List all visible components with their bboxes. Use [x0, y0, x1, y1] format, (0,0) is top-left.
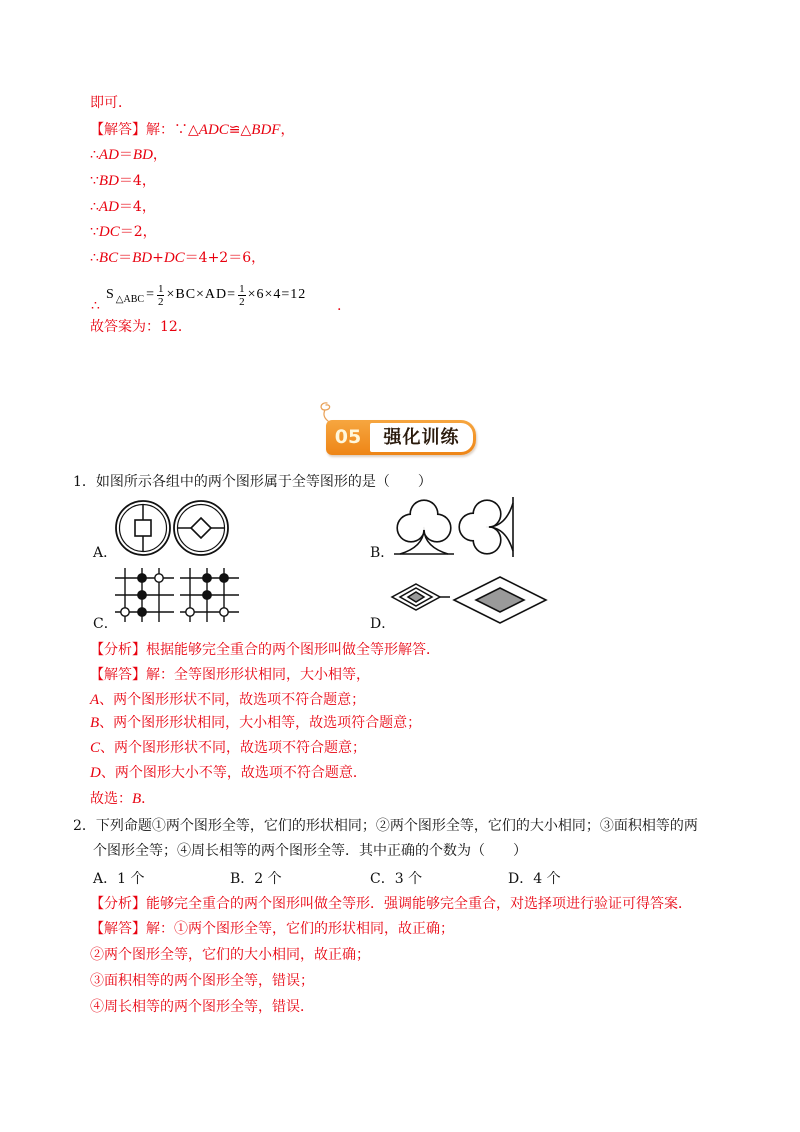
text-segment: ∴	[90, 199, 99, 215]
formula-area-subscript: △ABC	[115, 293, 145, 305]
formula-fraction-1	[157, 283, 165, 308]
option-letter: B	[90, 715, 100, 731]
italic-variable: BD	[132, 147, 153, 163]
option-text: B．2 个	[230, 871, 282, 887]
section-number: 05	[334, 426, 362, 448]
prev-solution-answer	[90, 318, 192, 336]
q2-solution-line-1	[90, 920, 454, 938]
text-segment: 【分析】能够完全重合的两个图形叫做全等形．强调能够完全重合，对选择项进行验证可得答案．	[90, 896, 692, 912]
prev-solution-line-5	[90, 223, 157, 241]
text-segment: 1．如图所示各组中的两个图形属于全等图形的是（ ）	[73, 474, 432, 490]
q1-analysis	[90, 641, 440, 659]
small-diamond	[392, 584, 450, 610]
text-segment: 故答案为：12．	[90, 319, 192, 335]
formula-equals: =	[146, 287, 155, 302]
fraction-denominator: 2	[157, 295, 164, 308]
text-segment: 、两个图形形状不同，故选项不符合题意；	[99, 692, 366, 708]
figure-c-grid-right	[177, 566, 243, 626]
q1-option-b-label: B．	[370, 545, 395, 561]
q2-option-a	[93, 870, 144, 888]
italic-variable: BC	[98, 250, 119, 266]
q2-option-c	[370, 870, 422, 888]
italic-variable: BD	[98, 173, 119, 189]
q1-option-d-label: D．	[370, 616, 396, 632]
italic-variable: BDF	[251, 122, 281, 138]
prev-solution-line-4	[90, 198, 156, 216]
formula-tail: ×6×4=12	[247, 287, 307, 302]
text-segment: 2．下列命题①两个图形全等，它们的形状相同；②两个图形全等，它们的大小相同；③面积相等的两	[73, 818, 698, 834]
section-title: 强化训练	[370, 423, 473, 452]
formula-period: .	[337, 298, 342, 314]
text-segment: 即可．	[90, 95, 132, 111]
large-diamond	[454, 577, 546, 623]
text-segment: 、两个图形形状不同，故选项不符合题意；	[100, 740, 367, 756]
text-segment: ＝4，	[118, 173, 156, 189]
figure-b-clover-rotated	[456, 493, 518, 561]
text-segment: 、两个图形形状相同，大小相等，故选项符合题意；	[99, 715, 422, 731]
figure-b-clover-upright	[388, 497, 460, 559]
text-segment: ＝4+2＝6，	[184, 250, 266, 266]
q1-solution-item-d	[90, 764, 367, 782]
text-segment: 【解答】解：①两个图形全等，它们的形状相同，故正确；	[90, 921, 454, 937]
prev-solution-line-0	[90, 94, 132, 112]
fraction-numerator: 1	[157, 282, 164, 295]
formula-fraction-2	[238, 283, 246, 308]
option-letter: B	[132, 791, 142, 807]
option-text: D．4 个	[508, 871, 561, 887]
fraction-numerator: 1	[239, 282, 245, 295]
q2-solution-line-3	[90, 972, 314, 990]
area-formula	[106, 280, 306, 310]
figure-d-diamonds	[390, 576, 550, 626]
q1-solution-intro	[90, 666, 370, 684]
text-segment: ＝2，	[119, 224, 157, 240]
prev-solution-line-1	[90, 121, 294, 139]
question-2-stem-line-1	[73, 817, 698, 835]
italic-variable: BD	[132, 250, 153, 266]
figure-a-coin-with-square	[114, 499, 172, 557]
section-badge	[326, 420, 476, 455]
text-segment: +	[152, 250, 164, 266]
q2-analysis	[90, 895, 692, 913]
text-segment: 故选：	[90, 791, 132, 807]
prev-solution-line-2	[90, 146, 167, 164]
option-letter: A	[90, 692, 100, 708]
q1-solution-item-c	[90, 739, 366, 757]
text-segment: 【解答】解：∵△	[90, 122, 199, 138]
text-segment: ∵	[90, 173, 99, 189]
option-text: C．3 个	[370, 871, 423, 887]
formula-middle: ×BC×AD=	[166, 287, 237, 302]
q1-option-a-label: A．	[93, 545, 118, 561]
option-text: A．1 个	[93, 871, 145, 887]
italic-variable: DC	[163, 250, 185, 266]
center-square	[135, 520, 151, 536]
option-letter: C	[90, 740, 101, 756]
question-2-stem-line-2	[93, 842, 527, 860]
therefore-symbol: ∴	[91, 298, 100, 314]
figure-a-coin-with-diamond	[172, 499, 230, 557]
fraction-denominator: 2	[239, 295, 245, 308]
prev-solution-line-3	[90, 172, 156, 190]
text-segment: ∵	[90, 224, 99, 240]
text-segment: ③面积相等的两个图形全等，错误；	[90, 973, 314, 989]
text-segment: ④周长相等的两个图形全等，错误．	[90, 999, 314, 1015]
figure-c-grid-left	[112, 566, 178, 626]
italic-variable: DC	[98, 224, 120, 240]
text-segment: ∴	[90, 147, 99, 163]
q2-option-b	[230, 870, 282, 888]
center-diamond	[191, 518, 211, 538]
q1-option-c-label: C．	[93, 616, 118, 632]
text-segment: ＝4，	[118, 199, 156, 215]
formula-area-symbol: S	[106, 287, 115, 302]
prev-solution-line-6	[90, 249, 265, 267]
q2-solution-line-2	[90, 946, 370, 964]
text-segment: ∴	[90, 250, 99, 266]
text-segment: ，	[280, 122, 295, 138]
text-segment: ≌△	[228, 122, 252, 138]
italic-variable: AD	[98, 199, 119, 215]
text-segment: 个图形全等；④周长相等的两个图形全等．其中正确的个数为（ ）	[93, 843, 527, 859]
italic-variable: AD	[98, 147, 119, 163]
option-letter: D	[90, 765, 101, 781]
italic-variable: ADC	[198, 122, 229, 138]
text-segment: ．	[141, 791, 156, 807]
text-segment: 【分析】根据能够完全重合的两个图形叫做全等形解答．	[90, 642, 440, 658]
q1-solution-item-b	[90, 714, 421, 732]
text-segment: ②两个图形全等，它们的大小相同，故正确；	[90, 947, 370, 963]
question-1-stem	[73, 473, 432, 491]
text-segment: ，	[152, 147, 167, 163]
text-segment: 【解答】解：全等图形形状相同，大小相等，	[90, 667, 370, 683]
q1-conclusion	[90, 790, 155, 808]
q2-solution-line-4	[90, 998, 314, 1016]
text-segment: 、两个图形大小不等，故选项不符合题意．	[100, 765, 367, 781]
q2-option-d	[508, 870, 561, 888]
q1-solution-item-a	[90, 691, 365, 709]
text-segment: ＝	[118, 250, 133, 266]
text-segment: ＝	[118, 147, 133, 163]
